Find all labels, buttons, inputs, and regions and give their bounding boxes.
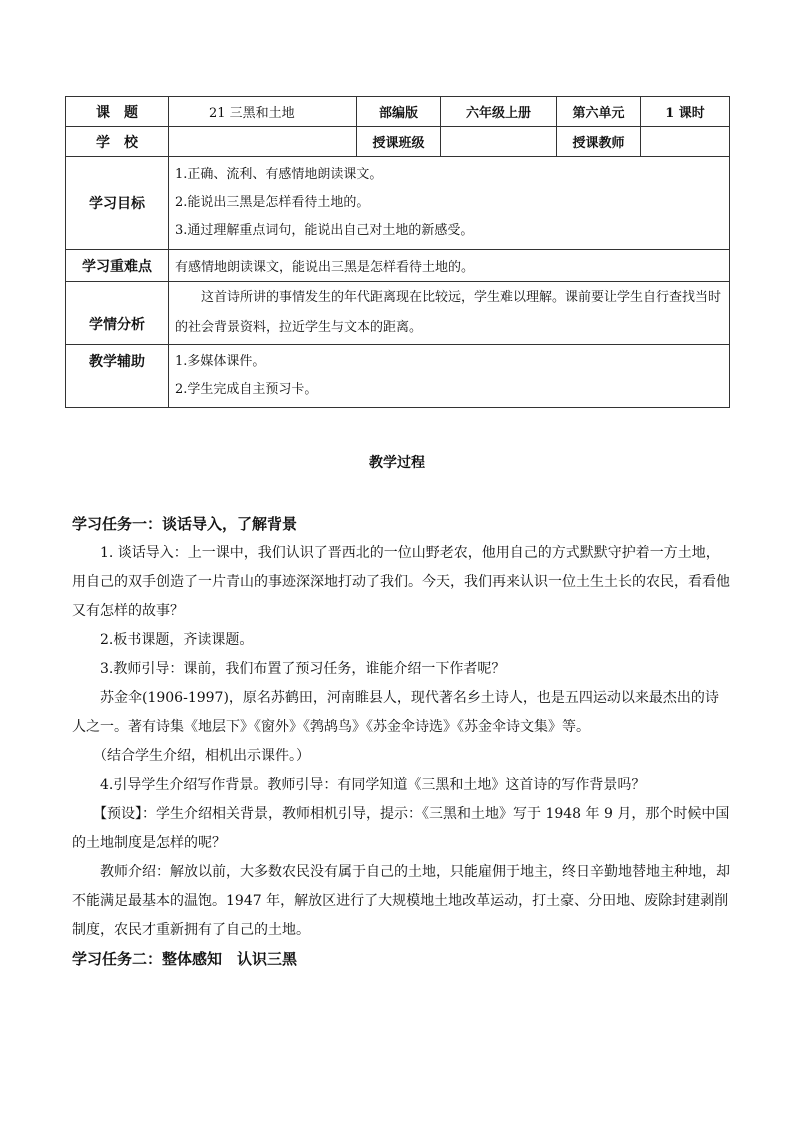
list-item: 2.学生完成自主预习卡。 bbox=[175, 382, 318, 397]
class-label: 授课班级 bbox=[357, 127, 441, 157]
grade: 六年级上册 bbox=[441, 97, 557, 127]
goals-label: 学习目标 bbox=[66, 157, 169, 250]
preset-paragraph: 【预设】：学生介绍相关背景，教师相机引导，提示：《三黑和土地》写于 1948 年 9 月，那个时候中国的土地制度是怎样的呢？ bbox=[72, 806, 730, 851]
list-item: 3.通过理解重点词句，能说出自己对土地的新感受。 bbox=[175, 223, 474, 238]
table-row bbox=[66, 250, 730, 282]
list-item: 1.正确、流利、有感情地朗读课文。 bbox=[175, 167, 383, 182]
hours: 1 课时 bbox=[641, 97, 730, 127]
task1-heading: 学习任务一：谈话导入，了解背景 bbox=[72, 515, 298, 533]
table-row bbox=[66, 157, 730, 250]
author-intro: 苏金伞(1906-1997)，原名苏鹤田，河南睢县人，现代著名乡土诗人，也是五四运动以来最杰出的诗人之一。著有诗集《地层下》《窗外》《鹁鸪鸟》《苏金伞诗选》《苏金伞诗文集》等。 bbox=[72, 690, 719, 735]
paragraph: 4.引导学生介绍写作背景。教师引导：有同学知道《三黑和土地》这首诗的写作背景吗？ bbox=[100, 777, 646, 793]
paragraph: 3.教师引导：课前，我们布置了预习任务，谁能介绍一下作者呢？ bbox=[100, 661, 506, 677]
teacher-value bbox=[641, 127, 730, 157]
aids-label: 教学辅助 bbox=[66, 345, 169, 408]
table-row bbox=[66, 345, 730, 408]
school-value bbox=[169, 127, 357, 157]
paragraph: 教师介绍：解放以前，大多数农民没有属于自己的土地，只能雇佣于地主，终日辛勤地替地主种地，却不能满足最基本的温饱。1947 年，解放区进行了大规模地土地改革运动，打土豪、分田地、废除封建剥削制度，农民才重新拥有了自己的土地。 bbox=[72, 864, 730, 938]
class-value bbox=[441, 127, 557, 157]
key-points-text: 有感情地朗读课文，能说出三黑是怎样看待土地的。 bbox=[169, 250, 730, 282]
paragraph: （结合学生介绍，相机出示课件。） bbox=[93, 748, 310, 764]
unit: 第六单元 bbox=[557, 97, 641, 127]
analysis-text: 这首诗所讲的事情发生的年代距离现在比较远，学生难以理解。课前要让学生自行查找当时的社会背景资料，拉近学生与文本的距离。 bbox=[169, 282, 730, 345]
edition: 部编版 bbox=[357, 97, 441, 127]
list-item: 2.能说出三黑是怎样看待土地的。 bbox=[175, 195, 370, 210]
paragraph: 2.板书课题，齐读课题。 bbox=[100, 632, 254, 648]
process-title: 教学过程 bbox=[369, 455, 425, 471]
key-points-label: 学习重难点 bbox=[66, 250, 169, 282]
teacher-label: 授课教师 bbox=[557, 127, 641, 157]
goals-list bbox=[169, 157, 730, 250]
table-row bbox=[66, 282, 730, 345]
process-body bbox=[72, 510, 732, 974]
aids-list bbox=[169, 345, 730, 408]
school-label: 学 校 bbox=[66, 127, 169, 157]
lesson-info-table bbox=[65, 96, 730, 408]
lesson-title: 21 三黑和土地 bbox=[169, 97, 357, 127]
table-row bbox=[66, 127, 730, 157]
list-item: 1.多媒体课件。 bbox=[175, 354, 266, 369]
paragraph: 1. 谈话导入：上一课中，我们认识了晋西北的一位山野老农，他用自己的方式默默守护着一方土地，用自己的双手创造了一片青山的事迹深深地打动了我们。今天，我们再来认识一位土生土长的农民，看看他又有怎样的故事？ bbox=[72, 545, 730, 619]
topic-label: 课 题 bbox=[66, 97, 169, 127]
table-row bbox=[66, 97, 730, 127]
analysis-label: 学情分析 bbox=[66, 282, 169, 345]
task2-heading: 学习任务二：整体感知 认识三黑 bbox=[72, 950, 298, 968]
